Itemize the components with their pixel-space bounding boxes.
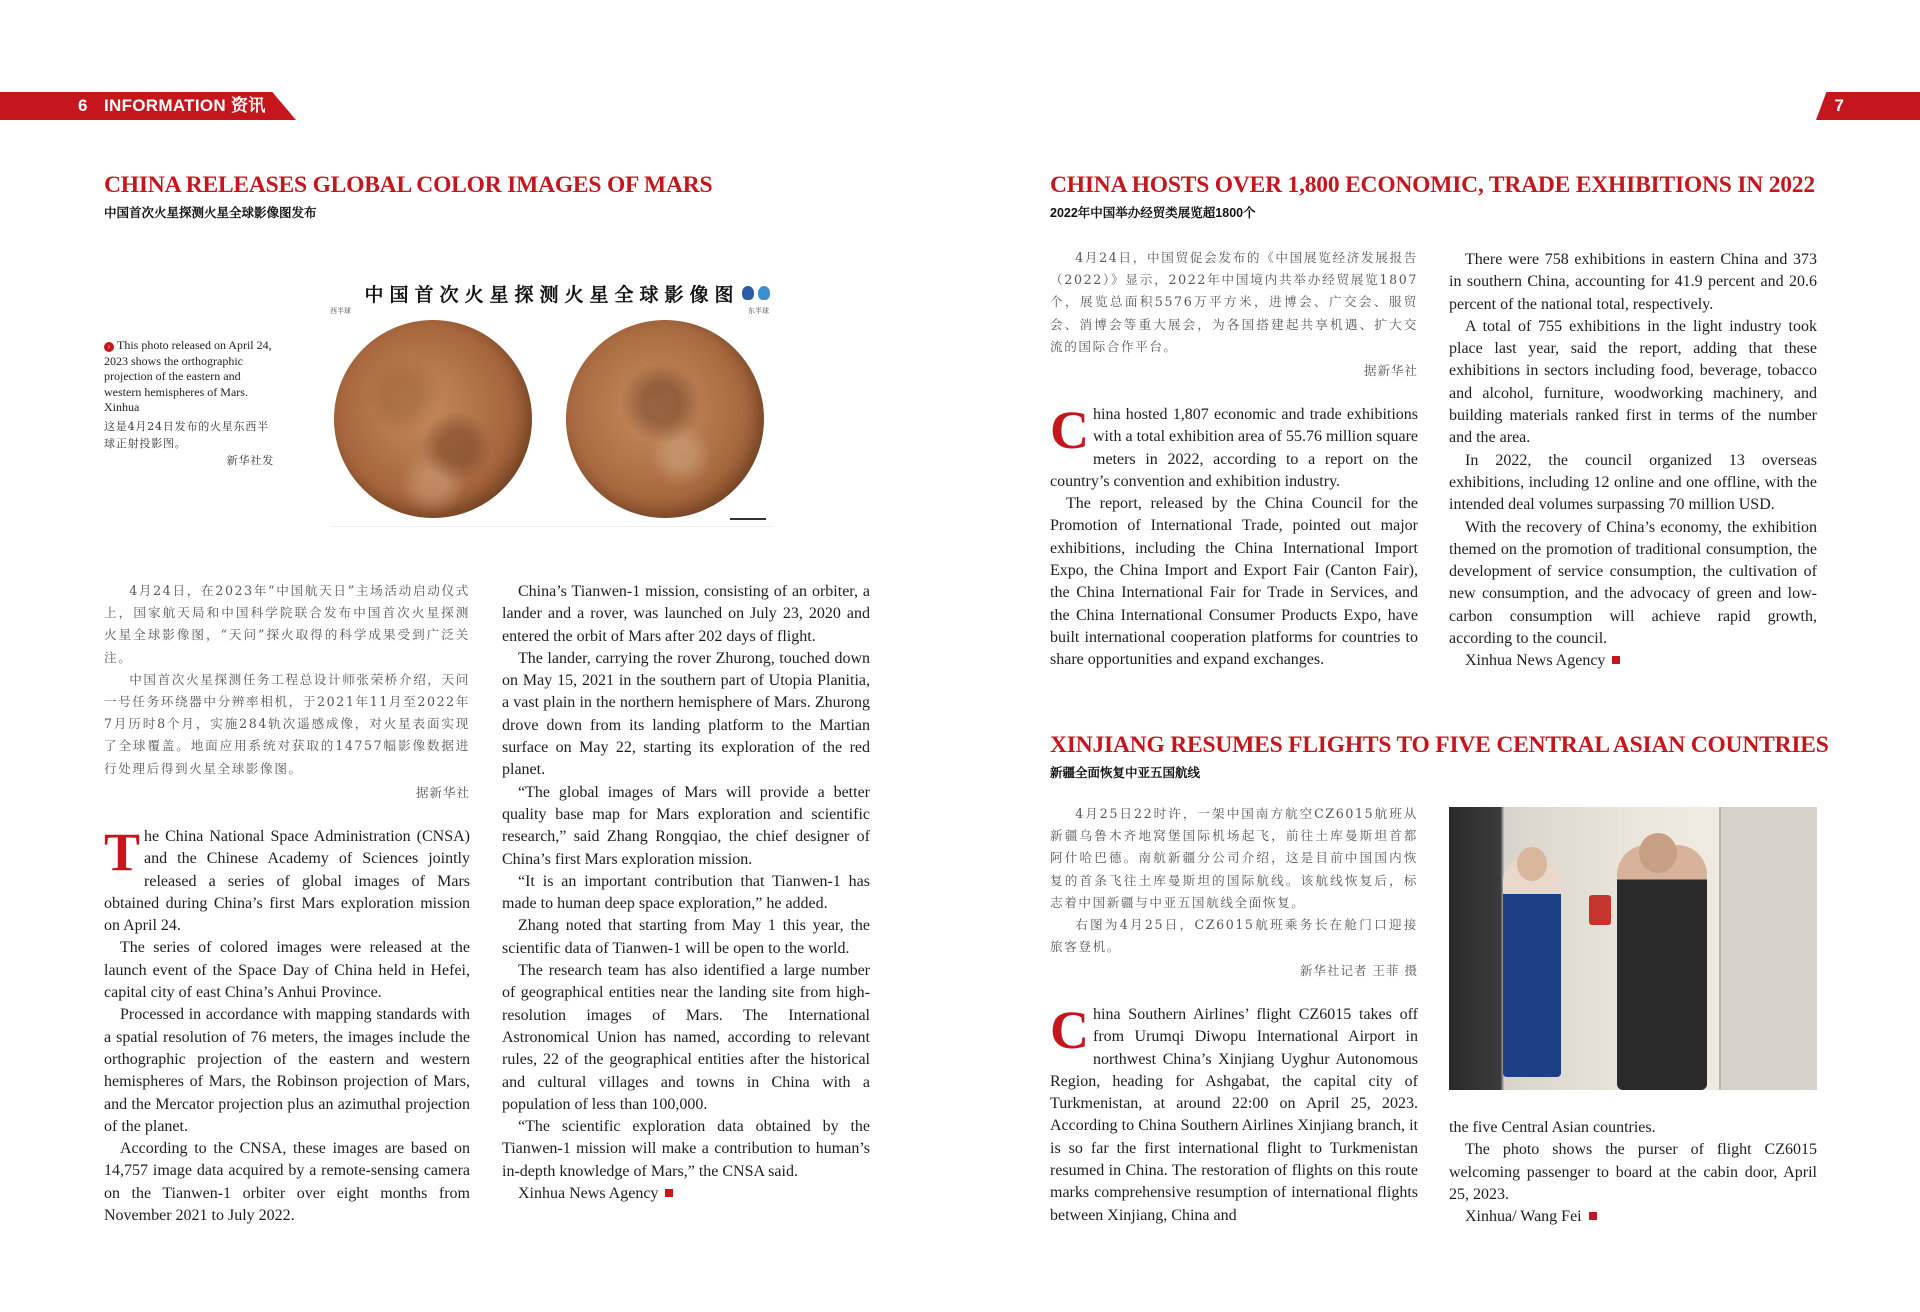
en-paragraph: A total of 755 exhibitions in the light industry took place last year, said the report, adding that these exhibitions in sectors including food, beverage, tobacco and alcohol, furniture, woodworking machinery, and building materials ranked first in terms of the number and the area. — [1449, 317, 1817, 447]
cn-paragraph: 4月25日22时许，一架中国南方航空CZ6015航班从新疆乌鲁木齐地窝堡国际机场起飞，前往土库曼斯坦首都阿什哈巴德。南航新疆分公司介绍，这是目前中国国内恢复的首条飞往土库曼斯坦的国际航线。该航线恢复后，标志着中国新疆与中亚五国航线全面恢复。 — [1050, 806, 1418, 910]
en-paragraph: “It is an important contribution that Tianwen-1 has made to human deep space exploration,” he added. — [502, 872, 870, 913]
en-paragraph: Zhang noted that starting from May 1 this year, the scientific data of Tianwen-1 will be open to the world. — [502, 917, 870, 957]
cabin-door-panel — [1719, 807, 1817, 1090]
en-paragraph: Processed in accordance with mapping standards with a spatial resolution of 76 meters, the images include the orthographic projection of the eastern and western hemispheres of Mars, the Robinson projection of Mars, and the Mercator projection plus an azimuthal projection of the planet. — [104, 1006, 470, 1135]
article-xinjiang-headline: XINJIANG RESUMES FLIGHTS TO FIVE CENTRAL ASIAN COUNTRIES — [1050, 732, 1829, 758]
article-mars-english-col2 — [502, 581, 870, 1205]
article-exhibitions-chinese-summary — [1050, 247, 1418, 382]
en-lead-text: hina hosted 1,807 economic and trade exhibitions with a total exhibition area of 55.76 million square meters in 2022, according to a report on the country’s convention and exhibition industry. — [1050, 406, 1418, 490]
page-number-right: 7 — [1834, 96, 1844, 115]
en-paragraph: The report, released by the China Council for the Promotion of International Trade, pointed out major exhibitions, including the China International Import Expo, the China Import and Export Fair (Canton Fair), the China International Fair for Trade in Services, and the China International Consumer Products Expo, have built international cooperation platforms for countries to share opportunities and expand exchanges. — [1050, 495, 1418, 669]
en-paragraph: “The scientific exploration data obtained by the Tianwen-1 mission will make a contribution to human’s in-depth knowledge of Mars,” the CNSA said. — [502, 1118, 870, 1180]
cn-source: 据新华社 — [1363, 363, 1418, 379]
purser-figure — [1503, 859, 1561, 1077]
cabin-door-photo — [1449, 807, 1817, 1090]
byline: Xinhua News Agency — [502, 1183, 870, 1205]
mars-western-hemisphere-globe — [334, 320, 532, 518]
en-paragraph: “The global images of Mars will provide a better quality base map for Mars exploration and scientific research,” said Zhang Rongqiao, the chief designer of China’s first Mars exploration mission. — [502, 783, 870, 868]
caption-chinese: 这是4月24日发布的火星东西半球正射投影图。 — [104, 419, 269, 450]
en-paragraph: The series of colored images were released at the launch event of the Space Day of China held in Hefei, capital city of east China’s Anhui Province. — [104, 939, 470, 1002]
article-xinjiang-english-col2 — [1449, 1117, 1817, 1228]
scale-bar — [730, 518, 766, 520]
article-xinjiang-subhead: 新疆全面恢复中亚五国航线 — [1050, 766, 1201, 780]
page-number-left: 6 — [78, 96, 88, 115]
en-paragraph: The lander, carrying the rover Zhurong, touched down on May 15, 2021 in the southern part of Utopia Planitia, a vast plain in the northern hemisphere of Mars. Zhurong drove down from its landing platform to the Martian surface on May 22, starting its exploration of the red planet. — [502, 649, 870, 779]
article-mars-headline: CHINA RELEASES GLOBAL COLOR IMAGES OF MARS — [104, 172, 713, 198]
purser-head — [1517, 847, 1547, 881]
en-paragraph: The photo shows the purser of flight CZ6015 welcoming passenger to board at the cabin door, April 25, 2023. — [1449, 1141, 1817, 1203]
header-band-right — [1816, 92, 1920, 120]
cn-paragraph: 4月24日，中国贸促会发布的《中国展览经济发展报告（2022）》显示，2022年中国境内共举办经贸展览1807个，展览总面积5576万平方米，进博会、广交会、服贸会、消博会等重大展会，为各国搭建起共享机遇、扩大交流的国际合作平台。 — [1050, 250, 1418, 354]
passenger-figure — [1617, 845, 1707, 1090]
mars-photo-caption — [104, 338, 274, 469]
article-mars-english-col1 — [104, 822, 470, 1227]
western-hemisphere-label: 西半球 — [330, 307, 351, 315]
caption-chinese-source: 新华社发 — [226, 453, 274, 467]
article-exhibitions-english-col2 — [1449, 249, 1817, 673]
en-paragraph: China’s Tianwen-1 mission, consisting of an orbiter, a lander and a rover, was launched on July 23, 2020 and entered the orbit of Mars after 202 days of flight. — [502, 583, 870, 645]
eastern-hemisphere-label: 东半球 — [748, 307, 769, 315]
dropcap: C — [1050, 1000, 1089, 1060]
en-paragraph: With the recovery of China’s economy, the exhibition themed on the promotion of traditional consumption, the development of service consumption, the cultivation of new consumption, and the advocacy of green and low-carbon consumption will achieve rapid growth, according to the council. — [1449, 518, 1817, 648]
byline: Xinhua News Agency — [1449, 650, 1817, 672]
passenger-head — [1639, 833, 1677, 873]
article-exhibitions-english-col1 — [1050, 400, 1418, 672]
cn-paragraph: 右图为4月25日，CZ6015航班乘务长在舱门口迎接旅客登机。 — [1050, 917, 1418, 955]
en-lead-text: hina Southern Airlines’ flight CZ6015 takes off from Urumqi Diwopu International Airport in northwest China’s Xinjiang Uyghur Autonomous Region, heading for Ashgabat, the capital city of Turkmenistan, at around 22:00 on April 25, 2023. According to China Southern Airlines Xinjiang branch, it is so far the first international flight to Turkmenistan resumed in China. The restoration of flights on this route marks comprehensive resumption of international flights between Xinjiang, China and — [1050, 1006, 1418, 1224]
article-exhibitions-headline: CHINA HOSTS OVER 1,800 ECONOMIC, TRADE EXHIBITIONS IN 2022 — [1050, 172, 1815, 198]
cn-paragraph: 中国首次火星探测任务工程总设计师张荣桥介绍，天问一号任务环绕器中分辨率相机，于2021年11月至2022年7月历时8个月，实施284轨次遥感成像，对火星表面实现了全球覆盖。地面应用系统对获取的14757幅影像数据进行处理后得到火星全球影像图。 — [104, 671, 470, 776]
cn-paragraph: 4月24日，在2023年“中国航天日”主场活动启动仪式上，国家航天局和中国科学院联合发布中国首次火星探测火星全球影像图，“天问”探火取得的科学成果受到广泛关注。 — [104, 583, 470, 665]
en-lead-text: he China National Space Administration (CNSA) and the Chinese Academy of Sciences jointly released a series of global images of Mars obtained during China’s first Mars exploration mission on April 24. — [104, 828, 470, 935]
section-title: INFORMATION 资讯 — [104, 96, 266, 115]
mars-eastern-hemisphere-globe — [566, 320, 764, 518]
article-xinjiang-chinese-summary — [1050, 803, 1418, 983]
en-lead-paragraph — [1050, 1000, 1418, 1227]
en-paragraph: There were 758 exhibitions in eastern China and 373 in southern China, accounting for 41.9 percent and 20.6 percent of the national total, respectively. — [1449, 251, 1817, 313]
mars-image-title: 中国首次火星探测火星全球影像图 — [364, 284, 740, 306]
door-handle-red — [1589, 895, 1611, 925]
caption-english-text: This photo released on April 24, 2023 shows the orthographic projection of the eastern and western hemispheres of Mars. Xinhua — [104, 338, 272, 414]
article-xinjiang-english-col1 — [1050, 1000, 1418, 1227]
cn-source: 据新华社 — [415, 784, 470, 800]
article-mars-chinese-summary — [104, 580, 470, 804]
en-lead-paragraph — [104, 822, 470, 937]
article-mars-subhead: 中国首次火星探测火星全球影像图发布 — [104, 206, 317, 220]
en-paragraph: According to the CNSA, these images are based on 14,757 image data acquired by a remote-sensing camera on the Tianwen-1 orbiter over eight months from November 2021 to July 2022. — [104, 1140, 470, 1225]
en-paragraph: In 2022, the council organized 13 overseas exhibitions, including 12 online and one offline, with the intended deal volumes surpassing 70 million USD. — [1449, 451, 1817, 514]
article-exhibitions-subhead: 2022年中国举办经贸类展览超1800个 — [1050, 206, 1256, 220]
en-paragraph: the five Central Asian countries. — [1449, 1119, 1656, 1136]
en-paragraph: The research team has also identified a large number of geographical entities near the landing site from high-resolution images of Mars. The International Astronomical Union has named, according to relevant rules, 22 of the geographical entities after the historical and cultural villages and towns in China with a population of less than 100,000. — [502, 962, 870, 1113]
caption-english — [104, 338, 274, 416]
dropcap: C — [1050, 400, 1089, 460]
en-lead-paragraph — [1050, 400, 1418, 493]
dropcap: T — [104, 822, 141, 882]
cn-source: 新华社记者 王菲 摄 — [1300, 963, 1418, 979]
byline: Xinhua/ Wang Fei — [1449, 1206, 1817, 1228]
caption-arrow-icon: › — [104, 342, 114, 352]
